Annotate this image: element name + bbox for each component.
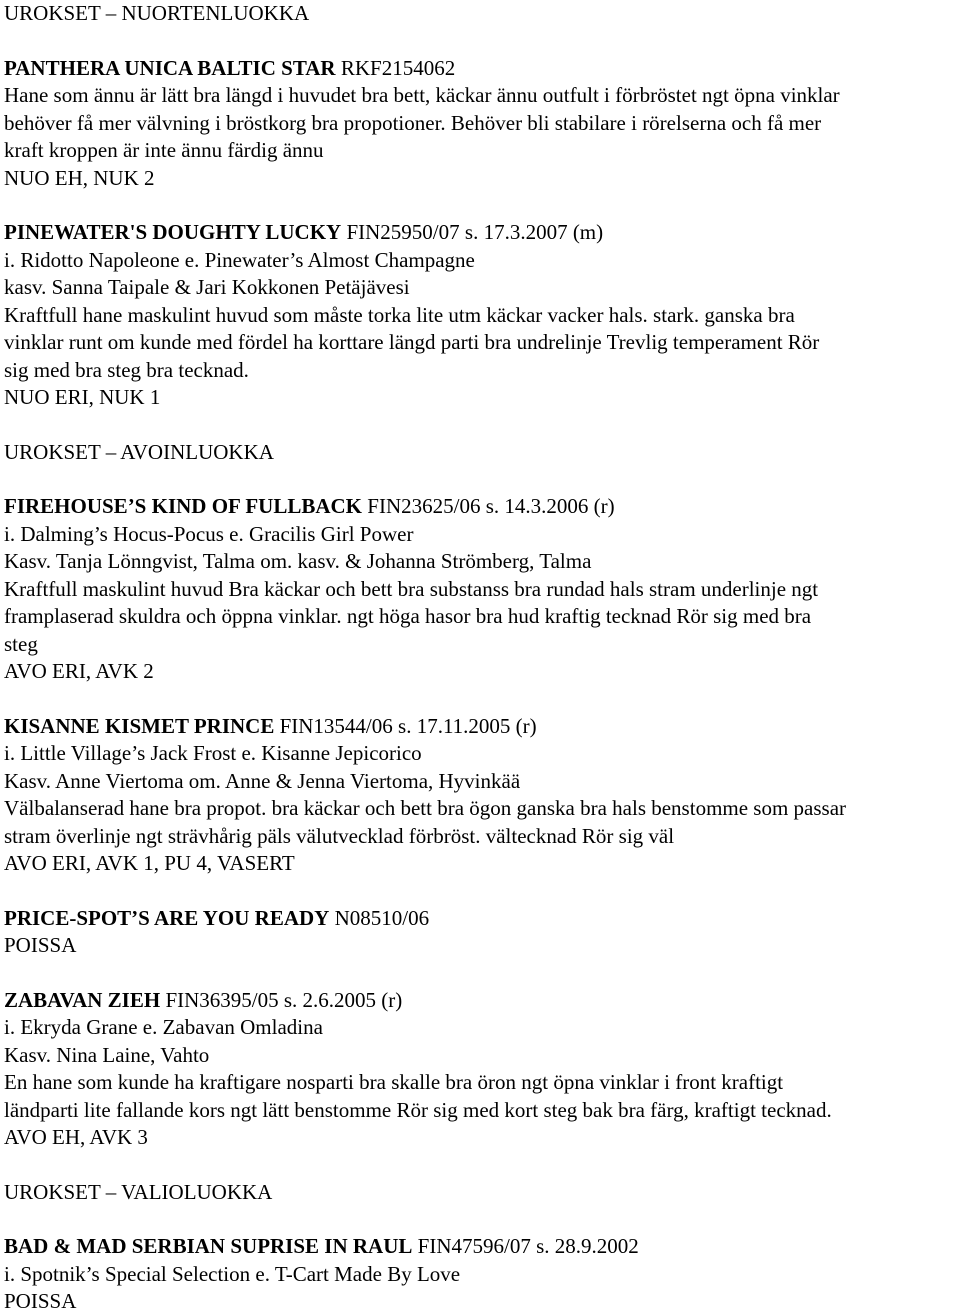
entry-line: stram överlinje ngt strävhårig päls välutvecklad förbröst. vältecknad Rör sig väl	[4, 823, 675, 848]
entry-bad-mad	[4, 1233, 960, 1316]
entry-result: AVO EH, AVK 3	[4, 1125, 148, 1149]
registration: FIN36395/05 s. 2.6.2005 (r)	[160, 987, 403, 1012]
spacer	[4, 192, 960, 219]
spacer	[4, 1152, 960, 1179]
dog-name: PINEWATER'S DOUGHTY LUCKY	[4, 220, 342, 244]
entry-line: i. Spotnik’s Special Selection e. T-Cart Made By Love	[4, 1261, 461, 1286]
entry-panthera	[4, 55, 960, 193]
entry-line: kraft kroppen är inte ännu färdig ännu	[4, 138, 324, 162]
section-nuortenluokka	[4, 0, 960, 439]
dog-name: KISANNE KISMET PRINCE	[4, 713, 275, 738]
spacer	[4, 466, 960, 493]
registration: RKF2154062	[335, 55, 456, 80]
entry-title	[4, 1233, 960, 1261]
dog-name: PRICE-SPOT’S ARE YOU READY	[4, 905, 330, 930]
entry-firehouse	[4, 493, 960, 686]
entry-line: Kraftfull hane maskulint huvud som måste torka lite utm käckar vacker hals. stark. ganska bra	[4, 302, 795, 327]
entry-line: ländparti lite fallande kors ngt lätt benstomme Rör sig med kort steg bak bra färg, kraftigt tecknad.	[4, 1097, 832, 1122]
entry-line: sig med bra steg bra tecknad.	[4, 357, 249, 382]
dog-name: ZABAVAN ZIEH	[4, 987, 161, 1012]
dog-name: PANTHERA UNICA BALTIC STAR	[4, 55, 336, 80]
entry-zabavan	[4, 987, 960, 1152]
entry-result: POISSA	[4, 1289, 77, 1313]
dog-name: FIREHOUSE’S KIND OF FULLBACK	[4, 494, 363, 518]
entry-line: i. Ekryda Grane e. Zabavan Omladina	[4, 1015, 323, 1039]
registration: FIN47596/07 s. 28.9.2002	[412, 1234, 639, 1258]
section-heading: UROKSET – NUORTENLUOKKA	[4, 1, 310, 25]
section-heading: UROKSET – AVOINLUOKKA	[4, 439, 274, 464]
entry-line: i. Little Village’s Jack Frost e. Kisanne Jepicorico	[4, 741, 422, 765]
entry-title	[4, 905, 960, 933]
entry-line: Kraftfull maskulint huvud Bra käckar och bett bra substanss bra rundad hals stram underlinje ngt	[4, 576, 819, 601]
entry-line: vinklar runt om kunde med fördel ha korttare längd parti bra undrelinje Trevlig temperament Rör	[4, 330, 820, 354]
entry-line: i. Ridotto Napoleone e. Pinewater’s Almost Champagne	[4, 247, 475, 272]
entry-line: framplaserad skuldra och öppna vinklar. ngt höga hasor bra hud kraftig tecknad Rör sig med bra	[4, 604, 812, 628]
registration: FIN13544/06 s. 17.11.2005 (r)	[274, 713, 537, 738]
dog-name: BAD & MAD SERBIAN SUPRISE IN RAUL	[4, 1234, 413, 1258]
spacer	[4, 28, 960, 55]
registration: N08510/06	[329, 905, 430, 930]
entry-line: kasv. Sanna Taipale & Jari Kokkonen Petäjävesi	[4, 275, 410, 299]
entry-line: Kasv. Tanja Lönngvist, Talma om. kasv. & Johanna Strömberg, Talma	[4, 549, 592, 573]
entry-line: i. Dalming’s Hocus-Pocus e. Gracilis Girl Power	[4, 521, 414, 546]
entry-result: NUO ERI, NUK 1	[4, 385, 161, 409]
spacer	[4, 1206, 960, 1233]
entry-result: NUO EH, NUK 2	[4, 165, 155, 190]
section-heading: UROKSET – VALIOLUOKKA	[4, 1179, 273, 1204]
entry-title	[4, 713, 960, 741]
registration: FIN23625/06 s. 14.3.2006 (r)	[362, 494, 615, 518]
registration: FIN25950/07 s. 17.3.2007 (m)	[341, 220, 604, 244]
spacer	[4, 412, 960, 439]
entry-line: En hane som kunde ha kraftigare nosparti bra skalle bra öron ngt öpna vinklar i front kraftigt	[4, 1070, 784, 1094]
entry-pinewater	[4, 219, 960, 412]
entry-title	[4, 987, 960, 1015]
entry-kisanne	[4, 713, 960, 878]
entry-line: behöver få mer välvning i bröstkorg bra propotioner. Behöver bli stabilare i rörelserna och få mer	[4, 110, 822, 135]
section-valioluokka	[4, 1179, 960, 1316]
entry-line: Kasv. Anne Viertoma om. Anne & Jenna Viertoma, Hyvinkää	[4, 768, 521, 793]
entry-line: Välbalanserad hane bra propot. bra käckar och bett bra ögon ganska bra hals benstomme som passar	[4, 796, 847, 820]
entry-result: POISSA	[4, 933, 77, 957]
section-avoinluokka	[4, 439, 960, 1179]
entry-price-spot	[4, 905, 960, 960]
entry-line: Hane som ännu är lätt bra längd i huvudet bra bett, käckar ännu outfult i förbröstet ngt öpna vinklar	[4, 83, 840, 107]
entry-title	[4, 55, 960, 83]
entry-title	[4, 493, 960, 521]
entry-result: AVO ERI, AVK 1, PU 4, VASERT	[4, 851, 295, 875]
spacer	[4, 686, 960, 713]
entry-line: steg	[4, 631, 38, 656]
spacer	[4, 960, 960, 987]
entry-line: Kasv. Nina Laine, Vahto	[4, 1042, 210, 1067]
entry-title	[4, 219, 960, 247]
spacer	[4, 878, 960, 905]
entry-result: AVO ERI, AVK 2	[4, 659, 154, 683]
